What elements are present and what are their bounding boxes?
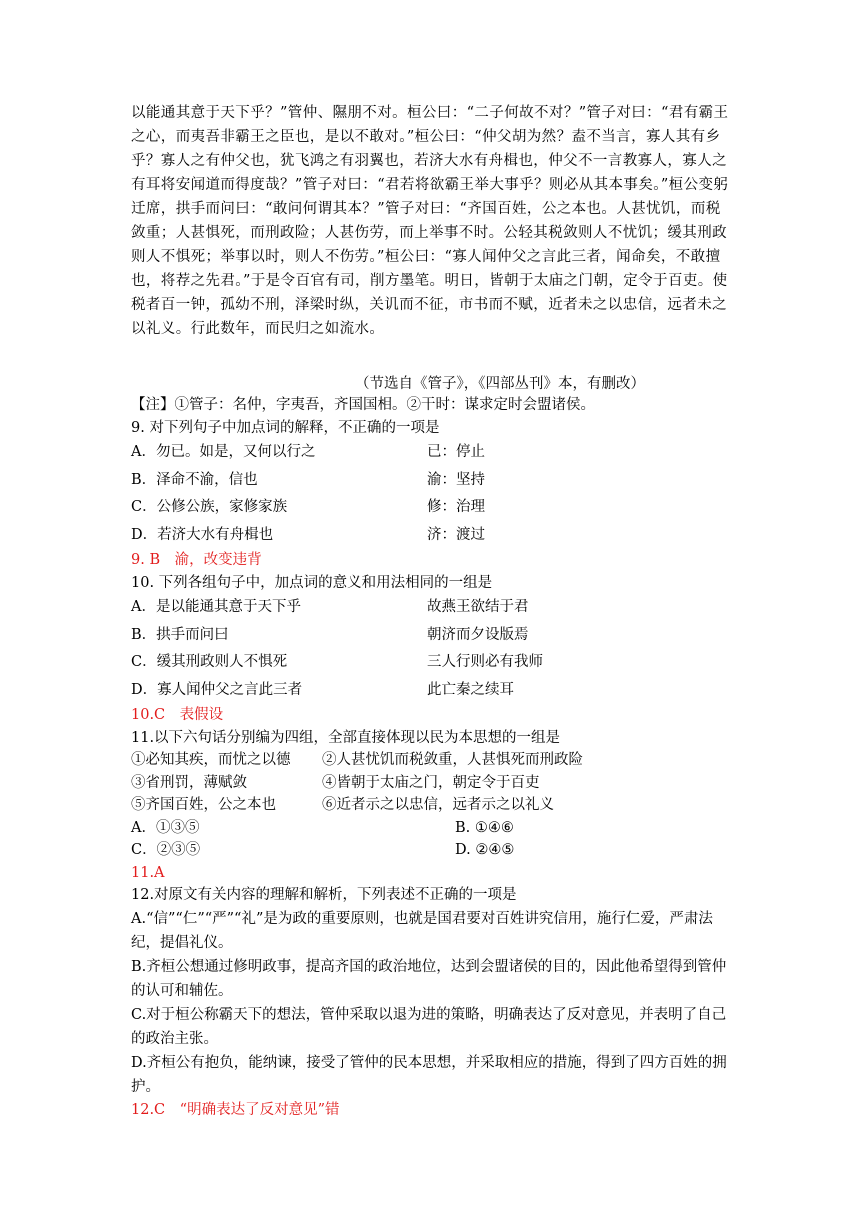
option-left: D．寡人闻仲父之言此三者 [131, 681, 303, 698]
question-12-answer: 12.C “明确表达了反对意见”错 [131, 1101, 340, 1118]
source-citation: （节选自《管子》，《四部丛刊》本，有删改） [355, 376, 645, 392]
question-9-option-b [131, 467, 731, 495]
option-sentence: D．若济大水有舟楫也 [131, 526, 274, 543]
option-left: C．缓其刑政则人不惧死 [131, 654, 288, 670]
option-sentence: C．公修公族，家修家族 [131, 499, 288, 515]
question-11-stem: 11.以下六句话分别编为四组，全部直接体现以民为本思想的一组是 [131, 729, 561, 746]
question-9-option-a [131, 439, 731, 467]
option-gloss: 渝：坚持 [427, 471, 485, 488]
question-12-option-d: D.齐桓公有抱负，能纳谏，接受了管仲的民本思想，并采取相应的措施，得到了四方百姓的拥护。 [131, 1054, 727, 1095]
question-10-option-d [131, 677, 731, 705]
question-11-answer: 11.A [131, 864, 165, 881]
choice-right: B. ①④⑥ [455, 819, 514, 836]
item-right: ②人甚忧饥而税敛重，人甚惧死而刑政险 [322, 752, 583, 768]
question-11-items-row [131, 772, 731, 795]
passage-paragraph: 以能通其意于天下乎？”管仲、隰朋不对。桓公曰：“二子何故不对？”管子对曰：“君有霸王之心，而夷吾非霸王之臣也，是以不敢对。”桓公曰：“仲父胡为然？盍不当言，寡人其有乡乎？寡人之有仲父也，犹飞鸿之有羽翼也，若济大水有舟楫也，仲父不一言教寡人，寡人之有耳将安闻道而得度哉？”管子对曰：“君若将欲霸王举大事乎？则必从其本事矣。”桓公变躬迁席，拱手而问曰：“敢问何谓其本？”管子对曰：“齐国百姓，公之本也。人甚忧饥，而税敛重；人甚惧死，而刑政险；人甚伤劳，而上举事不时。公轻其税敛则人不忧饥；缓其刑政则人不惧死；举事以时，则人不伤劳。”桓公曰：“寡人闻仲父之言此三者，闻命矣，不敢擅也，将荐之先君。”于是令百官有司，削方墨笔。明日，皆朝于太庙之门朝，定令于百吏。使税者百一钟，孤幼不刑，泽梁时纵，关讥而不征，市书而不赋，近者未之以忠信，远者未之以礼义。行此数年，而民归之如流水。 [131, 105, 729, 337]
question-9-option-d [131, 522, 731, 550]
option-gloss: 济：渡过 [427, 526, 485, 543]
question-10-option-b [131, 622, 731, 650]
choice-right: D. ②④⑤ [455, 842, 515, 858]
question-9-option-c [131, 494, 731, 522]
option-sentence: B．泽命不渝，信也 [131, 471, 258, 488]
question-12-option-a: A.“信”“仁”“严”“礼”是为政的重要原则，也就是国君要对百姓讲究信用，施行仁爱，严肃法纪，提倡礼仪。 [131, 910, 713, 951]
question-9-stem: 9. 对下列句子中加点词的解释，不正确的一项是 [131, 419, 440, 436]
question-12-option-b: B.齐桓公想通过修明政事，提高齐国的政治地位，达到会盟诸侯的目的，因此他希望得到管仲的认可和辅佐。 [131, 958, 727, 999]
question-11-items-row [131, 794, 731, 817]
item-right: ⑥近者示之以忠信，远者示之以礼义 [322, 797, 554, 813]
option-right: 朝济而夕设版焉 [427, 626, 529, 643]
classical-chinese-passage [131, 101, 731, 341]
option-left: B．拱手而问曰 [131, 626, 229, 643]
option-right: 此亡秦之续耳 [427, 681, 514, 698]
question-12-option-c: C.对于桓公称霸天下的想法，管仲采取以退为进的策略，明确表达了反对意见，并表明了自己的政治主张。 [131, 1006, 727, 1047]
choice-left: A．①③⑤ [131, 819, 200, 836]
option-gloss: 修：治理 [427, 499, 485, 515]
question-12-stem: 12.对原文有关内容的理解和解析，下列表述不正确的一项是 [131, 887, 517, 903]
question-9-answer: 9. B 渝，改变违背 [131, 552, 262, 568]
question-11-choices-row [131, 839, 731, 862]
option-right: 三人行则必有我师 [427, 654, 543, 670]
option-gloss: 已：停止 [427, 444, 485, 460]
item-right: ④皆朝于太庙之门，朝定令于百吏 [322, 774, 540, 791]
option-left: A．是以能通其意于天下乎 [131, 599, 301, 615]
question-10-answer: 10.C 表假设 [131, 707, 224, 723]
item-left: ①必知其疾，而忧之以德 [131, 752, 291, 768]
option-right: 故燕王欲结于君 [427, 599, 529, 615]
question-10-option-c [131, 649, 731, 677]
annotation-note: 【注】①管子：名仲，字夷吾，齐国国相。②干时：谋求定时会盟诸侯。 [131, 397, 595, 413]
item-left: ⑤齐国百姓，公之本也 [131, 797, 276, 813]
choice-left: C．②③⑤ [131, 842, 201, 858]
option-sentence: A．勿已。如是，又何以行之 [131, 444, 316, 460]
question-10-stem: 10. 下列各组句子中，加点词的意义和用法相同的一组是 [131, 574, 493, 591]
item-left: ③省刑罚，薄赋敛 [131, 774, 247, 791]
question-10-option-a [131, 594, 731, 622]
questions-section [131, 394, 731, 1121]
question-11-items-row [131, 749, 731, 772]
question-11-choices-row [131, 817, 731, 840]
